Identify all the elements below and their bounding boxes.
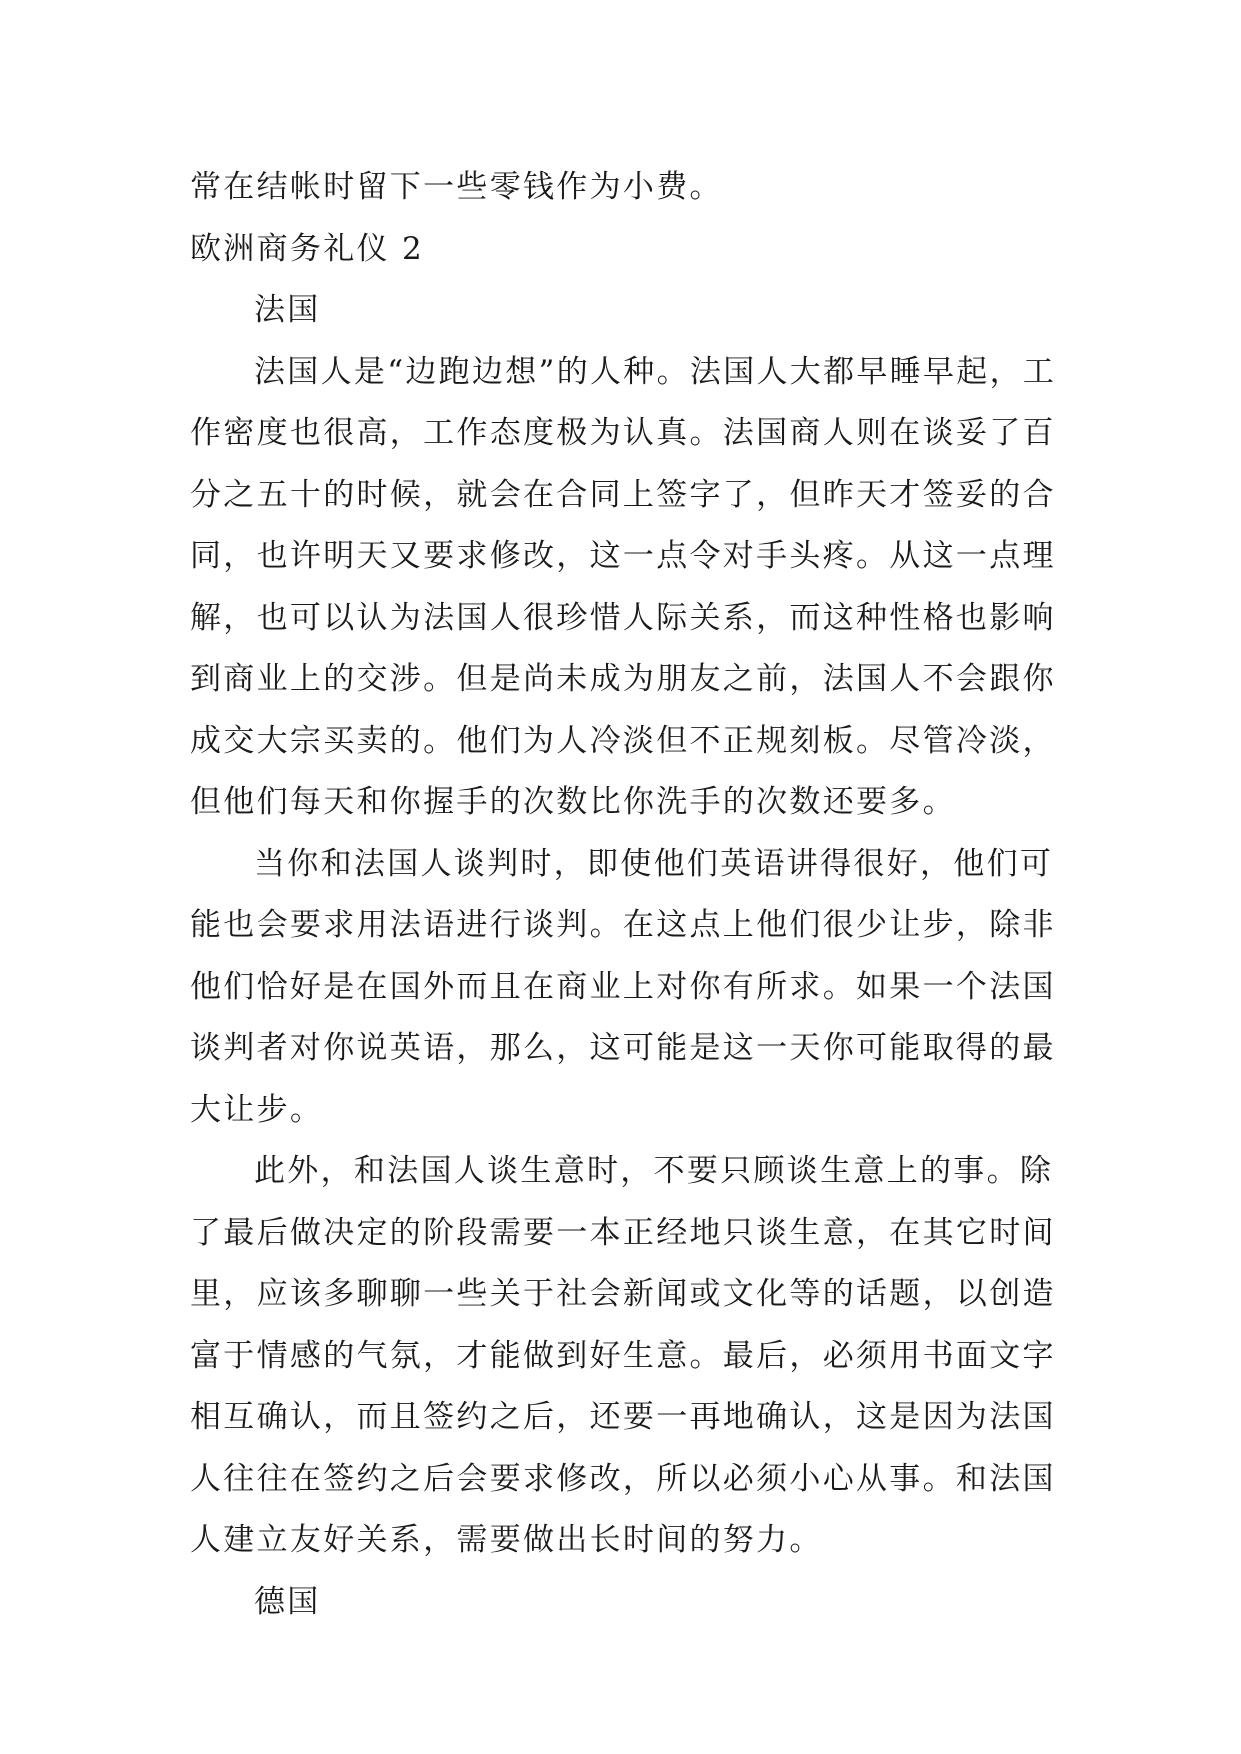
document-body [190,157,1070,1633]
paragraph-france-2: 当你和法国人谈判时，即使他们英语讲得很好，他们可能也会要求用法语进行谈判。在这点上他们很少让步，除非他们恰好是在国外而且在商业上对你有所求。如果一个法国谈判者对你说英语，那么，这可能是这一天你可能取得的最大让步。 [190,845,1056,1128]
paragraph-france-1: 法国人是“边跑边想”的人种。法国人大都早睡早起，工作密度也很高，工作态度极为认真。法国商人则在谈妥了百分之五十的时候，就会在合同上签字了，但昨天才签妥的合同，也许明天又要求修改，这一点令对手头疼。从这一点理解，也可以认为法国人很珍惜人际关系，而这种性格也影响到商业上的交涉。但是尚未成为朋友之前，法国人不会跟你成交大宗买卖的。他们为人冷淡但不正规刻板。尽管冷淡，但他们每天和你握手的次数比你洗手的次数还要多。 [190,353,1057,820]
subheading-germany: 德国 [254,1583,321,1620]
paragraph-continued: 常在结帐时留下一些零钱作为小费。 [190,169,723,205]
section-title: 欧洲商务礼仪 2 [190,230,424,267]
paragraph-france-3: 此外，和法国人谈生意时，不要只顾谈生意上的事。除了最后做决定的阶段需要一本正经地只谈生意，在其它时间里，应该多聊聊一些关于社会新闻或文化等的话题，以创造富于情感的气氛，才能做到好生意。最后，必须用书面文字相互确认，而且签约之后，还要一再地确认，这是因为法国人往往在签约之后会要求修改，所以必须小心从事。和法国人建立友好关系，需要做出长时间的努力。 [190,1153,1056,1558]
subheading-france: 法国 [254,292,321,328]
